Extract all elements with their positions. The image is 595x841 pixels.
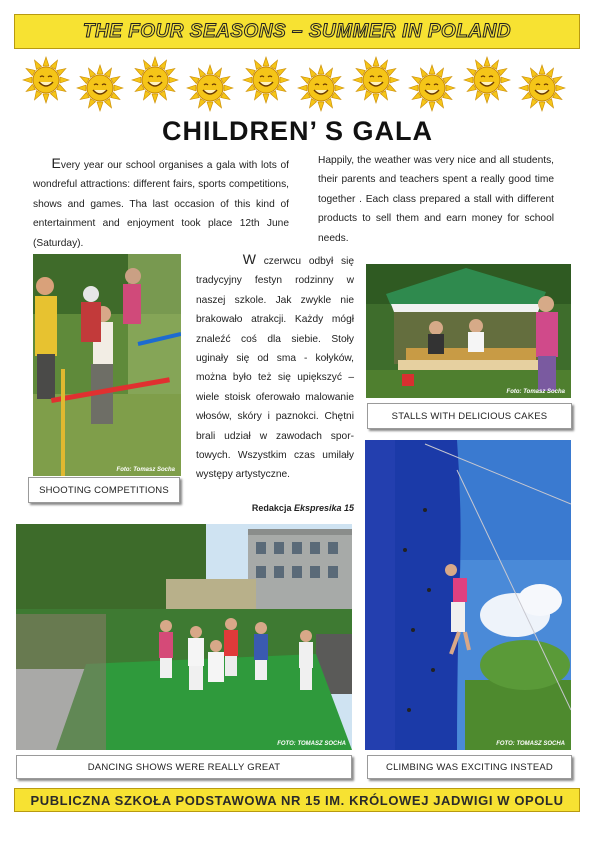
intro-paragraph <box>33 154 289 253</box>
header-banner <box>14 14 580 49</box>
smiling-sun-icon <box>242 56 290 104</box>
shooting-photo-credit: Foto: Tomasz Socha <box>116 467 175 473</box>
footer-school-name: PUBLICZNA SZKOŁA PODSTAWOWA NR 15 IM. KRÓLOWEJ JADWIGI W OPOLU <box>30 792 564 808</box>
footer-banner <box>14 788 580 812</box>
smiling-sun-icon <box>22 56 70 104</box>
climbing-photo <box>365 440 571 750</box>
intro-drop-cap: E <box>51 155 61 171</box>
smiling-sun-icon <box>186 64 234 112</box>
smiling-sun-icon <box>76 64 124 112</box>
intro-text: very year our school organises a gala with lots of wondreful attractions: different fairs, sports competitions, shows and games. Tha last occasion of this kind of entertainment and enjoyment took place 12th June (Saturday). <box>33 160 290 249</box>
smiling-sun-icon <box>463 56 511 104</box>
climbing-photo-credit: FOTO: TOMASZ SOCHA <box>496 741 565 747</box>
dancing-photo <box>16 524 352 750</box>
shooting-caption: SHOOTING COMPETITIONS <box>28 477 180 503</box>
editor-name: Ekspresika 15 <box>293 503 354 513</box>
polish-paragraph <box>196 250 354 485</box>
editor-credit <box>200 503 354 513</box>
stalls-caption: STALLS WITH DELICIOUS CAKES <box>367 403 572 429</box>
stalls-photo-credit: Foto: Tomasz Socha <box>506 389 565 395</box>
editor-prefix: Redakcja <box>251 503 294 513</box>
smiling-sun-icon <box>518 64 566 112</box>
stalls-photo <box>366 264 571 398</box>
smiling-sun-icon <box>297 64 345 112</box>
intro-right-paragraph: Happily, the weather was very nice and all students, their parents and teachers spent a really good time together . Each class prepared a stall with different products to sell them and earn money for school needs. <box>318 155 554 244</box>
polish-drop-cap: W <box>242 251 256 267</box>
smiling-sun-icon <box>131 56 179 104</box>
shooting-photo <box>33 254 181 476</box>
dancing-photo-credit: FOTO: TOMASZ SOCHA <box>277 741 346 747</box>
dancing-caption: DANCING SHOWS WERE REALLY GREAT <box>16 755 352 779</box>
climbing-caption: CLIMBING WAS EXCITING INSTEAD <box>367 755 572 779</box>
article-title: CHILDREN’ S GALA <box>161 116 433 146</box>
polish-text: czerwcu odbył się tradycyjny festyn rodzinny w naszej szkole. Jak zwykle nie brakowało atrakcji. Każdy mógł znaleźć coś dla siebie. Stoły uginały się od sma - kołyków, można było też się upiększyć – wiele stoisk oferowało malowanie włosów, skóry i paznokci. Chętni brali udział w zawodach spor- towych. Wszystkim czas umilały występy artystyczne. <box>196 256 355 481</box>
header-title: THE FOUR SEASONS – SUMMER IN POLAND <box>82 20 512 42</box>
smiling-sun-icon <box>408 64 456 112</box>
smiling-sun-icon <box>352 56 400 104</box>
